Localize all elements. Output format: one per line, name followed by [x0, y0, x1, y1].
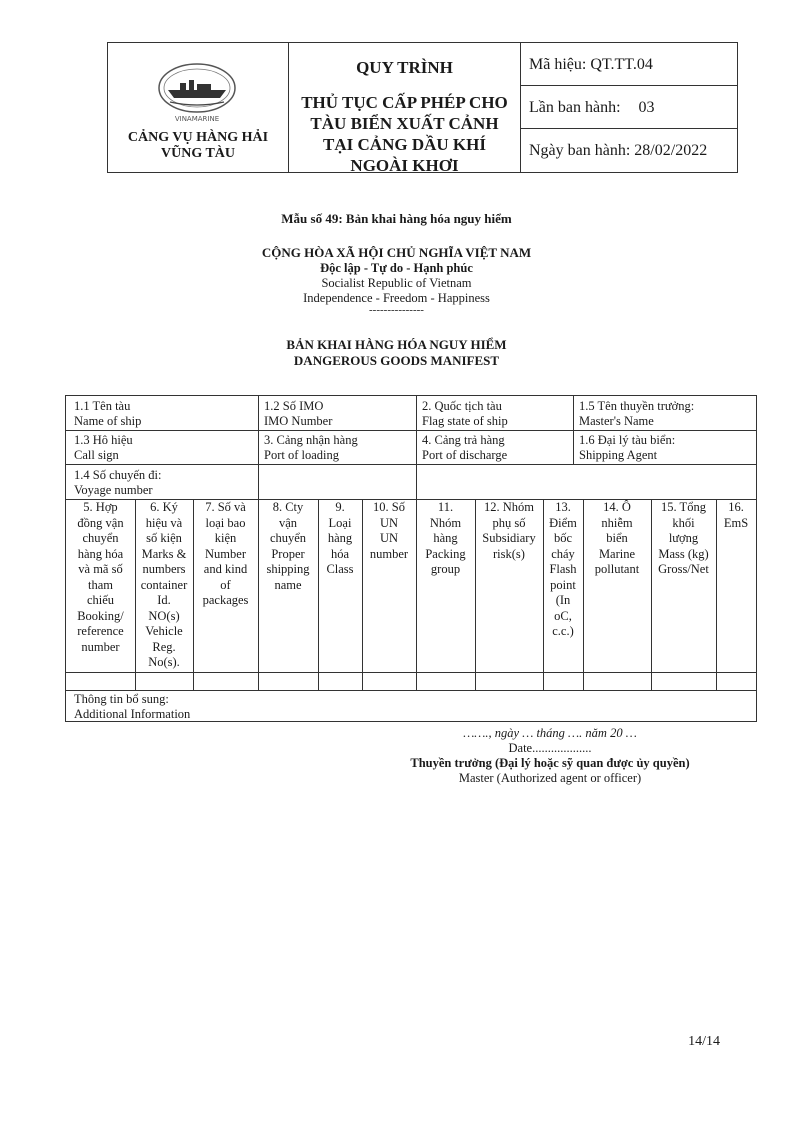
header-table: [107, 42, 738, 173]
meta-cell: [521, 43, 737, 172]
col-un-number: 10. Số UN UN number: [369, 500, 409, 561]
motto-line-2: Độc lập - Tự do - Hạnh phúc: [320, 261, 473, 275]
sign-date-en: Date...................: [508, 741, 592, 755]
field-voyage: 1.4 Số chuyến đi: Voyage number: [74, 468, 162, 497]
field-imo: 1.2 Số IMO IMO Number: [264, 399, 333, 428]
signer-en: Master (Authorized agent or officer): [458, 771, 642, 785]
title-line-1: THỦ TỤC CẤP PHÉP CHO: [301, 93, 508, 112]
vinamarine-logo-icon: [156, 61, 238, 123]
doc-title-vi: BẢN KHAI HÀNG HÓA NGUY HIỂM: [286, 337, 507, 352]
col-flash-point: 13. Điểm bốc cháy Flash point (In oC, c.c.): [549, 500, 577, 638]
title-cell: [289, 43, 521, 175]
field-call-sign: 1.3 Hô hiệu Call sign: [74, 433, 133, 462]
title-line-3: TẠI CẢNG DẦU KHÍ: [323, 135, 486, 154]
col-marks: 6. Ký hiệu và số kiện Marks & numbers container Id. NO(s) Vehicle Reg. No(s).: [140, 500, 188, 669]
col-packing-group: 11. Nhóm hàng Packing group: [425, 500, 466, 576]
motto-line-4: Independence - Freedom - Happiness: [303, 291, 490, 305]
col-ems: 16. EmS: [723, 500, 749, 530]
field-port-loading: 3. Cảng nhận hàng Port of loading: [264, 433, 358, 462]
field-ship-name: 1.1 Tên tàu Name of ship: [74, 399, 142, 428]
col-mass: 15. Tổng khối lượng Mass (kg) Gross/Net: [658, 500, 709, 576]
field-flag: 2. Quốc tịch tàu Flag state of ship: [422, 399, 508, 428]
agency-cell: [108, 43, 289, 172]
sign-date-vi: ……., ngày … tháng …. năm 20 …: [463, 726, 637, 740]
title-line-4: NGOÀI KHƠI: [350, 156, 459, 175]
issue-row: [521, 86, 737, 129]
signer-vi: Thuyền trưởng (Đại lý hoặc sỹ quan được ủy quyền): [410, 756, 690, 770]
doc-type: QUY TRÌNH: [356, 58, 453, 77]
col-booking: 5. Hợp đồng vận chuyển hàng hóa và mã số tham chiếu Booking/ reference number: [77, 500, 124, 654]
logo-text: VINAMARINE: [174, 115, 220, 123]
field-port-discharge: 4. Cảng trả hàng Port of discharge: [422, 433, 508, 462]
date-label: Ngày ban hành: 28/02/2022: [529, 142, 708, 159]
issue-value: 03: [638, 99, 655, 116]
page-number: 14/14: [688, 1034, 720, 1049]
motto-divider: ---------------: [369, 304, 424, 316]
col-class: 9. Loại hàng hóa Class: [326, 500, 354, 576]
manifest-table: [65, 395, 757, 722]
field-master: 1.5 Tên thuyền trưởng: Master's Name: [579, 399, 695, 428]
col-marine-pollutant: 14. Ô nhiễm biển Marine pollutant: [594, 500, 640, 576]
issue-label: Lần ban hành:: [529, 99, 621, 116]
col-shipping-name: 8. Cty vận chuyển Proper shipping name: [266, 500, 310, 592]
agency-line-1: CẢNG VỤ HÀNG HẢI: [127, 130, 269, 145]
title-line-2: TÀU BIỂN XUẤT CẢNH: [310, 114, 499, 133]
motto-line-1: CỘNG HÒA XÃ HỘI CHỦ NGHĨA VIỆT NAM: [261, 245, 532, 260]
col-subsidiary-risk: 12. Nhóm phụ số Subsidiary risk(s): [482, 500, 536, 561]
agency-line-2: VŨNG TÀU: [160, 146, 236, 161]
form-ref: Mẫu số 49: Bản khai hàng hóa nguy hiểm: [281, 211, 512, 226]
doc-title-en: DANGEROUS GOODS MANIFEST: [293, 353, 500, 368]
field-agent: 1.6 Đại lý tàu biển: Shipping Agent: [579, 433, 676, 462]
field-additional-info: Thông tin bổ sung: Additional Information: [74, 692, 191, 721]
motto-line-3: Socialist Republic of Vietnam: [321, 276, 472, 290]
col-packages: 7. Số và loại bao kiện Number and kind of packages: [202, 500, 249, 607]
code-label: Mã hiệu: QT.TT.04: [521, 43, 737, 86]
